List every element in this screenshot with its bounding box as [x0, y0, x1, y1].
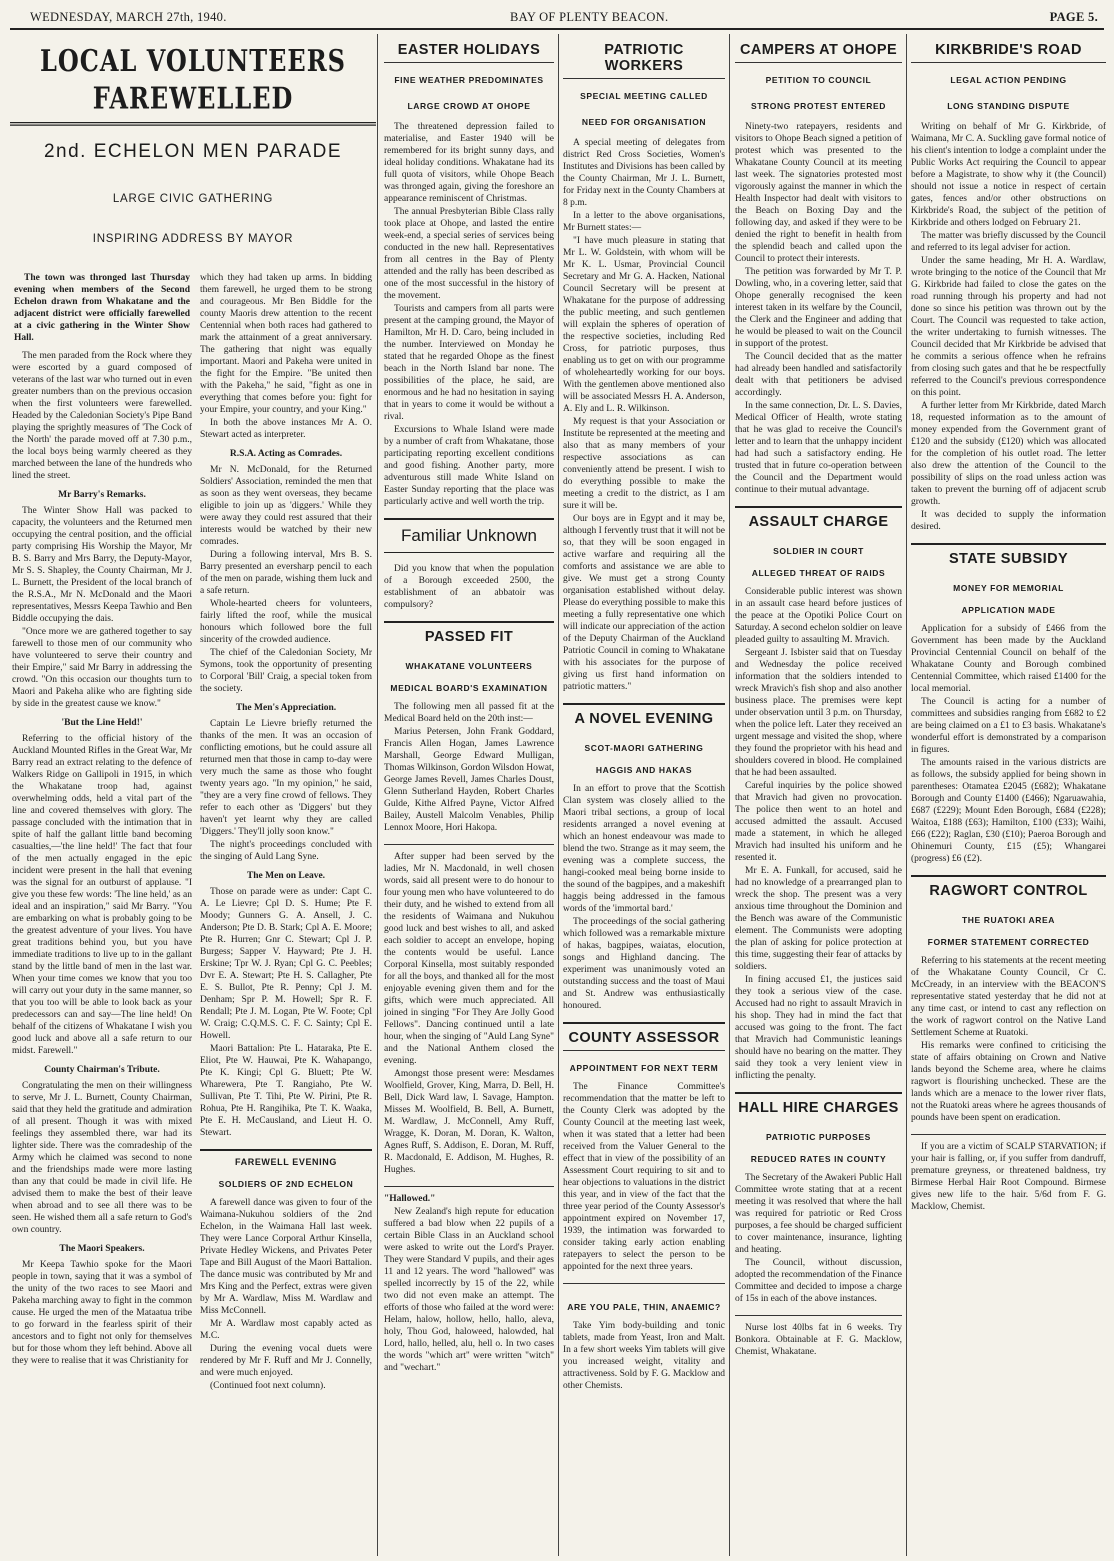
article-paragraph: Writing on behalf of Mr G. Kirkbride, of Waimana, Mr C. A. Suckling gave formal notice of his client's intention to lodge a complaint under the Public Works Act requiring the Council to appear before a Magistrate, to show why it (the Council) should not issue a notice in respect of certain gates, fences and/or other obstructions on Kirkbride's Road, the subject of the petition of Kirkbride and others lodged on February 21. — [911, 122, 1106, 228]
article-paragraph: Mr E. A. Funkall, for accused, said he had no knowledge of a prearranged plan to wreck the shop. The present was a very anxious time throughout the Dominion and the Bench was aware of the Communistic element. The Communists were adopting the plan of asking for police protection at this time, suggesting their fear of attacks by soldiers. — [735, 866, 902, 972]
ad-text: Nurse lost 40lbs fat in 6 weeks. Try Bonkora. Obtainable at F. G. Macklow, Chemist, Whakatane. — [735, 1323, 902, 1357]
article-subheadline: SOLDIERS OF 2ND ECHELON — [218, 1179, 354, 1189]
article-paragraph: The night's proceedings concluded with the singing of Auld Lang Syne. — [200, 840, 372, 862]
masthead-paper-name: BAY OF PLENTY BEACON. — [510, 10, 669, 24]
continued-article — [384, 844, 554, 1176]
article-subheadline: REDUCED RATES IN COUNTY — [750, 1154, 887, 1164]
article-paragraph: The Council is acting for a number of committees and subsidies ranging from £682 to £2 are being claimed on a £1 to £3 basis. Whakatane's wonderful effort is demonstrated by a comparison in figures. — [911, 697, 1106, 755]
article-paragraph: Those on parade were as under: Capt C. A. Le Lievre; Cpl D. S. Hume; Pte F. Moody; Gunners G. A. Ansell, J. C. Anderson; Pte D. B. Stark; Cpl A. E. Moore; Pte R. Hurren; Gnr C. Stewart; Cpl J. P. Burgess; Sapper V. Hayward; Pte J. H. Erskine; Tpr W. J. Ryan; Cpl G. C. Peebles; Dvr E. A. Stewart; Pte H. S. Callagher, Pte E. S. Bullot, Pte R. Penny; Cpl J. M. Denham; Spr P. M. Howell; Spr R. F. Rendall; Pte J. M. Logan, Pte W. Foote; Cpl W. Craig; C.Q.M.S. C. F. C. Sainty; Cpl E. Howell. — [200, 887, 372, 1041]
article-paragraph: Mr Keepa Tawhio spoke for the Maori people in town, saying that it was a symbol of the unity of the two races to see Maori and Pakeha marching away to fight in the common cause. He urged the men of the Mataatua tribe to go forward in the fearless spirit of their ancestors and to fight not only for themselves but for those whom they left behind. Above all they were to realise that it was Christianity for — [12, 1260, 192, 1366]
article-headline: PATRIOTIC WORKERS — [563, 42, 725, 79]
section-heading: R.S.A. Acting as Comrades. — [229, 449, 343, 459]
article-paragraph: Marius Petersen, John Frank Goddard, Francis Allen Hogan, James Lawrence Marshall, George Edward Mulligan, Thomas Wilkinson, Gordon Wilsdon Howat, George James Revell, James Charles Doust, Glenn Sutherland Hayden, Robert Charles Gulde, Kithe Alfred Payne, Victor Alfred Bailey, Austell Malcolm Venables, Philip Lennox Moore, Hori Hakopa. — [384, 727, 554, 833]
article-headline: CAMPERS AT OHOPE — [735, 42, 902, 63]
article-paragraph: Ninety-two ratepayers, residents and visitors to Ohope Beach signed a petition of protest which was presented to the Whakatane County Council at its meeting last week. The signatories protested most vigorously against the manner in which the Health Inspector had dealt with visitors to the Beach on Boxing Day and the following day, and asked if they were to be denied the right to benefit in health from the splendid beach and called upon the Council to protect their interests. — [735, 122, 902, 264]
article-paragraph: The following men all passed fit at the Medical Board held on the 20th inst:— — [384, 702, 554, 724]
lead-headline: LOCAL VOLUNTEERS FAREWELLED — [10, 42, 376, 126]
article-headline: EASTER HOLIDAYS — [384, 42, 554, 63]
article-paragraph: In a letter to the above organisations, Mr Burnett states:— — [563, 211, 725, 233]
article-headline: ASSAULT CHARGE — [735, 506, 902, 534]
article-paragraph: "I have much pleasure in stating that Mr L. W. Goldstein, with whom will be Mr K. L. Usmar, Provincial Council Secretary and Mr G. A. Hacken, National Council Secretary will be present at Whakatane for the purpose of addressing the public meeting, and such gentlemen will explain the spheres of operation of the respective societies, including Red Cross, for patriotic purposes, thus enabling us to get on with our programme of wholeheartedly working for our boys. With the gentlemen above mentioned also will be associated Messrs H. A. Anderson, A. Ely and L. R. Wilkinson. — [563, 236, 725, 414]
ad-text: Take Yim body-building and tonic tablets, made from Yeast, Iron and Malt. In a few short weeks Yim tablets will give you increased weight, vitality and attractiveness. Sold by F. G. Macklow and other Chemists. — [563, 1321, 725, 1391]
column-1 — [12, 272, 192, 1556]
section-heading: Mr Barry's Remarks. — [58, 490, 146, 500]
column-rule — [377, 34, 378, 1556]
article-paragraph: The Council, without discussion, adopted the recommendation of the Finance Committee and decided to impose a charge of 15s in each of the above instances. — [735, 1258, 902, 1304]
article-paragraph: which they had taken up arms. In bidding them farewell, he urged them to be strong and courageous. Mr Ben Biddle for the county Maoris drew attention to the recent Centennial when both races had gathered to mark the attainment of a great anniversary. The gathering that night was equally important. Maori and Pakeha were united in the fight for the Empire. "Be united then with the Pakeha," he said, "fight as one in everything that comes before you: fight for your Empire, your country, and your King." — [200, 273, 372, 415]
section-heading: County Chairman's Tribute. — [44, 1065, 160, 1075]
article-paragraph: A special meeting of delegates from district Red Cross Societies, Women's Institutes and Divisions has been called by the County Chairman, Mr J. L. Burnett, for Friday next in the County Chambers at 8 p.m. — [563, 138, 725, 208]
column-rule — [906, 34, 907, 1556]
advertisement — [563, 1283, 725, 1392]
masthead-date: WEDNESDAY, MARCH 27th, 1940. — [30, 10, 227, 24]
article-paragraph: During the evening vocal duets were rendered by Mr F. Ruff and Mr J. Connelly, and were much enjoyed. — [200, 1344, 372, 1378]
article-paragraph: Captain Le Lievre briefly returned the thanks of the men. It was an occasion of conflicting emotions, but he could assure all returned men that those in camp to-day were very much the same as those who fought twenty years ago. "In my opinion," he said, "they are a very fine crowd of fellows. They refer to each other as 'Diggers' but they haven't yet learnt why they are called 'Diggers.' They'll jolly soon know." — [200, 719, 372, 837]
article-subheadline: WHAKATANE VOLUNTEERS — [405, 661, 533, 671]
ad-text: If you are a victim of SCALP STARVATION; if your hair is falling, or, if you suffer from dandruff, premature greyness, or threatened baldness, try Birmese Herbal Hair Root Compound. Birmese gives new life to the hair. 5/6d from F. G. Macklow, Chemist. — [911, 1142, 1106, 1212]
article-paragraph: A further letter from Mr Kirkbride, dated March 18, requested information as to the amount of money expended from the Government grant of £120 and the subsidy (£120) which was allocated for the completion of his outlet road. The letter also drew the attention of the Council to the possibility of slips on the road unless action was taken to prevent the burning off of adjacent scrub growth. — [911, 401, 1106, 507]
advertisement — [911, 1134, 1106, 1213]
article-paragraph: The matter was briefly discussed by the Council and referred to its legal adviser for action. — [911, 231, 1106, 253]
column-rule — [729, 34, 730, 1556]
article-paragraph: Mr A. Wardlaw most capably acted as M.C. — [200, 1319, 372, 1341]
article-headline: FAREWELL EVENING — [200, 1149, 372, 1167]
advertisement — [735, 1315, 902, 1358]
masthead-page-number: PAGE 5. — [1049, 10, 1098, 24]
section-heading: The Maori Speakers. — [59, 1244, 145, 1254]
article-paragraph: "Once more we are gathered together to say farewell to those men of our community who have volunteered to serve their country and their Empire," said Mr Barry in addressing the crowd. "On this occasion our thoughts turn to Maori and Pakeha alike who are fighting side by side in the greatest cause we know." — [12, 627, 192, 709]
article-subheadline: APPOINTMENT FOR NEXT TERM — [569, 1063, 719, 1073]
article-paragraph: The men paraded from the Rock where they were escorted by a guard composed of veterans of the last war who turned out in even greater numbers than on the previous occasion when the first volunteers were farewelled. Headed by the Caledonian Society's Pipe Band playing the sprightly measures of 'The Cock of the North' the parade moved off at 7.30 p.m., the local boys being warmly cheered as they marched between the lane of the hundreds who lined the street. — [12, 351, 192, 481]
section-heading: The Men's Appreciation. — [235, 703, 337, 713]
article-subheadline: FINE WEATHER PREDOMINATES — [394, 75, 544, 85]
article-paragraph: In fining accused £1, the justices said they took a serious view of the case. Accused had no right to assault Mravich in his shop. They had in mind the fact that accused was going to the front. The fact that Mravich had Communistic leanings should have no bearing on the matter. They said they took a very lenient view in inflicting the penalty. — [735, 975, 902, 1081]
article-subheadline: PATRIOTIC PURPOSES — [766, 1132, 871, 1142]
column-2 — [200, 272, 372, 1556]
article-subheadline: LARGE CROWD AT OHOPE — [407, 101, 531, 111]
article-paragraph: Referring to the official history of the Auckland Mounted Rifles in the Great War, Mr Barry read an extract relating to the defence of Walkers Ridge on Gallipoli in 1915, in which the Whakatane troop had, against overwhelming odds, held a vital part of the line and covered themselves with glory. The passage concluded with the intimation that in spite of half the gallant little band becoming casualties,—'the line held!' The fact that four of the men actually engaged in the epic incident were present in the hall that evening was the signal for an outburst of applause. "I give you these few words: 'The line held,' as an ideal and an inspiration," said Mr Barry. "You are embarking on what is probably going to be the greatest adventure of your lives. You have great traditions behind you, but you have immediate traditions to live up to in the gallant stand by the little band of men in the last war. When your time comes we know that you too will carry out your duty in the same manner, so that you too will be able to look back as your predecessors can and say—The line held! On behalf of the citizens of Whakatane I wish you good luck and above all a safe return to our midst. Farewell." — [12, 734, 192, 1056]
column-rule — [558, 34, 559, 1556]
article-subheadline: APPLICATION MADE — [961, 605, 1056, 615]
article-paragraph: My request is that your Association or Institute be represented at the meeting and also that as many members of your respective associations as can conveniently attend be present. I wish to do everything possible to make the meeting a credit to the district, as I am sure it will be. — [563, 417, 725, 511]
lead-article-header — [10, 34, 376, 269]
article-paragraph: The proceedings of the social gathering which followed was a remarkable mixture of hakas, bagpipes, waiatas, elocution, songs and Highland dancing. The experiment was unanimously voted an outstanding success and the toast of Maui and St. Andrew was enthusiastically honoured. — [563, 917, 725, 1011]
ad-headline: ARE YOU PALE, THIN, ANAEMIC? — [567, 1302, 721, 1312]
article-paragraph: The threatened depression failed to materialise, and Easter 1940 will be remembered for its bright sunny days, and ideal holiday conditions. Whakatane had its full quota of visitors, while Ohope Beach was thronged again, giving the foreshore an appearance reminiscent of Christmas. — [384, 122, 554, 204]
article-subheadline: STRONG PROTEST ENTERED — [750, 101, 887, 111]
column-4 — [563, 34, 725, 1556]
section-heading: 'But the Line Held!' — [61, 718, 143, 728]
article-headline: HALL HIRE CHARGES — [735, 1092, 902, 1120]
article-paragraph: (Continued foot next column). — [210, 1381, 326, 1391]
article-paragraph: The Secretary of the Awakeri Public Hall Committee wrote stating that at a recent meeting it was resolved that where the hall was required for patriotic or Red Cross purposes, a fee should be charged sufficient to cover maintenance, insurance, lighting and heating. — [735, 1173, 902, 1255]
article-paragraph: Our boys are in Egypt and it may be, although I fervently trust that it will not be so, that they will be soon engaged in active warfare and requiring all the comforts and assistance we are able to give. We must get a strong County organisation established without delay. Please do everything possible to make this meeting a fully representative one which will indicate our appreciation of the action of the Deputy Chairman of the Auckland Patriotic Council in coming to Whakatane with his associates for the purpose of giving us first hand information on patriotic matters." — [563, 514, 725, 692]
masthead — [10, 4, 1104, 30]
article-paragraph: Tourists and campers from all parts were present at the camping ground, the Mayor of Hamilton, Mr H. D. Caro, being included in the number. Interviewed on Monday he stated that he regarded Ohope as the finest beach in the North Island bar none. The possibilities of the place, he said, are enormous and he had no hesitation in saying that in years to come it would be without a rival. — [384, 304, 554, 422]
article-headline: STATE SUBSIDY — [911, 543, 1106, 571]
article-paragraph: After supper had been served by the ladies, Mr N. Macdonald, in well chosen words, said all present were to do honour to four young men who have volunteered to do their duty, and he wished to extend from all the residents of Waimana and Nukuhou good luck and best wishes to all, and asked each soldier to accept an envelope, hoping the contents would be useful. Lance Corporal Kinsella, most suitably responded for all the boys, and thanked all for the most enjoyable evening given them and for the gifts, which were much appreciated. All joined in singing "For They Are Jolly Good Fellows". Dancing continued until a late hour, when the singing of "Auld Lang Syne" and the National Anthem closed the evening. — [384, 852, 554, 1066]
article-headline: COUNTY ASSESSOR — [563, 1022, 725, 1051]
article-paragraph: The Winter Show Hall was packed to capacity, the volunteers and the Returned men occupying the central position, and the official party comprising His Worship the Mayor, Mr B. S. Barry and Mrs Barry, the Deputy-Mayor, Mr S. S. Shapley, the County Chairman, Mr J. L. Burnett, the President of the local branch of the R.S.A., Mr N. McDonald and the Maori representatives, Messrs Keepa Tawhio and Ben Biddle occupying the dais. — [12, 506, 192, 624]
article-paragraph: It was decided to supply the information desired. — [911, 510, 1106, 532]
article-paragraph: Application for a subsidy of £466 from the Government has been made by the Auckland Provincial Centennial Council on behalf of the Whakatane County and Borough combined Centennial Committee, which raised £1400 for the local memorial. — [911, 624, 1106, 694]
article-paragraph: Careful inquiries by the police showed that Mravich had given no provocation. The police then went to an hotel and accused admitted the assault. Accused made a statement, in which he alleged Mravich had insulted his uniform and he resented it. — [735, 781, 902, 863]
article-paragraph: In both the above instances Mr A. O. Stewart acted as interpreter. — [200, 418, 372, 440]
article-headline: Familiar Unknown — [384, 518, 554, 553]
lead-subheadline: LARGE CIVIC GATHERING — [112, 193, 274, 205]
article-subheadline: FORMER STATEMENT CORRECTED — [927, 937, 1090, 947]
article-subheadline: ALLEGED THREAT OF RAIDS — [751, 568, 886, 578]
article-paragraph: His remarks were confined to criticising the state of affairs obtaining on Crown and Native lands beyond the Scheme area, where he claims ragwort is flourishing unchecked. These are the lands which are a menace to the lower river flats, not the Ruatoki areas where he agrees thousands of pounds have been spent on eradication. — [911, 1041, 1106, 1123]
column-3 — [384, 34, 554, 1556]
article-subheadline: LONG STANDING DISPUTE — [947, 101, 1070, 111]
article-paragraph: The Council decided that as the matter had already been handled and satisfactorily dealt with that petitioners be advised accordingly. — [735, 352, 902, 398]
article-paragraph: New Zealand's high repute for education suffered a bad blow when 22 pupils of a certain Bible Class in an Auckland school were asked to write out the Lord's Prayer. They were Standard V pupils, and their ages 11 and 12 years. The word "hallowed" was spelled incorrectly by 15 of the 22, while two did not even make an attempt. The efforts of those who failed at the word were: Helam, halow, hollow, hello, hallo, aleva, holy, Thou God, haloweed, halowded, hal Lord, hallo, helled, alu, hell o. In two cases the words "which art" were written "witch" and "wechart." — [384, 1207, 554, 1373]
article-paragraph: Whole-hearted cheers for volunteers, fairly lifted the roof, while the musical honours which followed bore the full sincerity of the crowded audience. — [200, 599, 372, 645]
article-paragraph: Under the same heading, Mr H. A. Wardlaw, wrote bringing to the notice of the Council that Mr G. Kirkbride had failed to close the gates on the road running through his property and had not done so since his petition was thrown out by the Court. The Council was requested to take action, the writer undertaking to furnish witnesses. The Council decided that Mr Kirkbride be advised that he commits a serious offence when he refrains from closing such gates and that he be respectfully referred to the Council's previous correspondence on this point. — [911, 256, 1106, 398]
article-subheadline: LEGAL ACTION PENDING — [950, 75, 1067, 85]
article-subheadline: MEDICAL BOARD'S EXAMINATION — [390, 683, 548, 693]
article-headline: PASSED FIT — [384, 621, 554, 649]
article-headline: RAGWORT CONTROL — [911, 875, 1106, 903]
article-headline: KIRKBRIDE'S ROAD — [911, 42, 1106, 63]
article-paragraph: Referring to his statements at the recent meeting of the Whakatane County Council, Cr C. McCready, in an interview with the BEACON'S representative stated yesterday that he did not at any time cast, or intend to cast any reflection on the work of ragwort control on the Native Land Settlement Scheme at Ruatoki. — [911, 956, 1106, 1038]
article-headline: A NOVEL EVENING — [563, 703, 725, 731]
column-6 — [911, 34, 1106, 1556]
article-paragraph: In an effort to prove that the Scottish Clan system was closely allied to the Maori tribal sections, a group of local residents arranged a novel evening at which an honest endeavour was made to blend the two. Strange as it may seem, the evening was a complete success, the hangi-cooked meal being borne inside to the sound of the bagpipes, and a makeshift haggis being addressed in the famous words of the 'immortal bard.' — [563, 784, 725, 914]
article-paragraph: During a following interval, Mrs B. S. Barry presented an eversharp pencil to each of the men on parade, wishing them luck and a safe return. — [200, 550, 372, 596]
article-paragraph: Considerable public interest was shown in an assault case heard before justices of the peace at the Opotiki Police Court on Saturday. A second echelon soldier on leave pleaded guilty to assaulting M. Mravich. — [735, 587, 902, 645]
article-paragraph: The annual Presbyterian Bible Class rally took place at Ohope, and lasted the entire week-end, a special series of services being conducted in the new hall. Representatives from all centres in the Bay of Plenty attended and the rally has been described as one of the most successful in the history of the movement. — [384, 207, 554, 301]
article-paragraph: The petition was forwarded by Mr T. P. Dowling, who, in a covering letter, said that Ohope generally recognised the keen interest taken in its welfare by the Council, the Clerk and the Engineer and adding that he would be pleased to wait on the Council in support of the protest. — [735, 267, 902, 349]
article-paragraph: Maori Battalion: Pte L. Hataraka, Pte E. Eliot, Pte W. Hauwai, Pte K. Wahapango, Pte K. Kingi; Cpl G. Bluett; Pte W. Wharewera, Pte T. Rangiaho, Pte W. Sullivan, Pte T. Tihi, Pte W. Pirini, Pte R. Rohua, Pte H. Rangihika, Pte T. K. Waaka, Pte E. H. McCausland, and Lieut H. O. Stewart. — [200, 1044, 372, 1138]
article-paragraph: The Finance Committee's recommendation that the matter be left to the County Clerk was adopted by the County Council at the meeting last week, when it was stated that a letter had been received from the Valuer General to the effect that in view of the possibility of an Assessment Court requiring to sit and to hear objections to valuations in the district this year, and in view of the fact that the three year period of the County Assessor's appointment expired on November 17, 1939, the intimation was forwarded to consider taking early action enabling ratepayers to select the person to be appointed for the next three years. — [563, 1082, 725, 1272]
article-paragraph: Excursions to Whale Island were made by a number of craft from Whakatane, those participating reporting excellent conditions and good fishing. Another party, more adventurous still made White Island on Easter Sunday reporting that the place was particularly active and well worth the trip. — [384, 425, 554, 507]
column-5 — [735, 34, 902, 1556]
lead-intro: The town was thronged last Thursday evening when members of the Second Echelon drawn from Whakatane and the adjacent district were officially farewelled at a civic gathering in the Winter Show Hall. — [14, 273, 190, 343]
article-paragraph: Congratulating the men on their willingness to serve, Mr J. L. Burnett, County Chairman, said that they held the gratitude and admiration of all present. Though it was with mixed feelings they assembled there, war had its lighter side. There was the comradeship of the Army which he claimed was second to none and the friendships made were more lasting than any that could be made in civil life. He advised them to make the best of their leave when abroad and to see all there was to be seen. He wished them all a safe return to God's own country. — [12, 1081, 192, 1235]
article-subheadline: PETITION TO COUNCIL — [765, 75, 872, 85]
article-subheadline: THE RUATOKI AREA — [961, 915, 1056, 925]
article-paragraph: Amongst those present were: Mesdames Woolfield, Grover, King, Marra, D. Bell, H. Bell, Dick Ward law, I. Savage, Hampton. Misses M. Woolfield, B. Bell, A. Burnett, M. Wardlaw, J. McConnell, Amy Ruff, Wragge, K. Doran, M. Doran, K. Walton, Agnes Ruff, S. Addison, E. Doran, M. Ruff, R. Macdonald, E. Addison, M. Hughes, R. Hughes. — [384, 1069, 554, 1175]
hallowed-article — [384, 1186, 554, 1374]
article-paragraph: Sergeant J. Isbister said that on Tuesday and Wednesday the police received information that the soldiers intended to wreck Mravich's fish shop and also another business place. The premises were kept under observation until 3 p.m. on Thursday, when the police left. Later they received an urgent message and visited the shop, where they found the proprietor with his head and shoulders covered in blood. He complained that he had been assaulted. — [735, 648, 902, 778]
article-paragraph: In the same connection, Dr. L. S. Davies, Medical Officer of Health, wrote stating that he was glad to receive the Council's letter and to learn that the unhappy incident had had such a satisfactory ending. He trusted that in future co-operation between the Council and the Department would continue to their mutual advantage. — [735, 401, 902, 495]
article-paragraph: The amounts raised in the various districts are as follows, the subsidy applied for being shown in parentheses: Otamatea £2045 (£682); Whakatane Borough and County £1400 (£466); Ngaruawahia, £687 (£229); Mount Eden Borough, £684 (£228); Waitoa, £188 (£63); Hamilton, £100 (£33); Waihi, £66 (£22); Raglan, £30 (£10); Paeroa Borough and Ohinemuri County, £15 (£5); Whangarei (progress) £6 (£2). — [911, 758, 1106, 864]
article-subheadline: SOLDIER IN COURT — [773, 546, 864, 556]
article-subheadline: MONEY FOR MEMORIAL — [953, 583, 1064, 593]
lead-subheadline: 2nd. ECHELON MEN PARADE — [43, 141, 343, 162]
article-paragraph: A farewell dance was given to four of the Waimana-Nukuhou soldiers of the 2nd Echelon, in the Waimana Hall last week. They were Lance Corporal Arthur Kinsella, Private Hedley Wickens, and Privates Peter Tape and Bill August of the Maori Battalion. The dance music was contributed by Mr and Mrs King and the Perfect, extras were given by Mr A. Wardlaw, Miss M. Wardlaw and Miss McConnell. — [200, 1198, 372, 1316]
section-heading: The Men on Leave. — [246, 871, 326, 881]
article-subheadline: SCOT-MAORI GATHERING — [584, 743, 704, 753]
article-headline: "Hallowed." — [384, 1194, 436, 1204]
article-subheadline: SPECIAL MEETING CALLED — [580, 91, 708, 101]
lead-subheadline: INSPIRING ADDRESS BY MAYOR — [92, 233, 294, 245]
article-paragraph: Mr N. McDonald, for the Returned Soldiers' Association, reminded the men that as soon as they went overseas, they became eligible to join up as 'diggers.' While they were away they could rest assured that their interests would be watched by their new comrades. — [200, 465, 372, 547]
article-subheadline: NEED FOR ORGANISATION — [581, 117, 707, 127]
article-paragraph: The chief of the Caledonian Society, Mr Symons, took the opportunity of presenting to Corporal 'Bill' Craig, a special token from the society. — [200, 648, 372, 694]
article-paragraph: Did you know that when the population of a Borough exceeded 2500, the establishment of an abbatoir was compulsory? — [384, 564, 554, 610]
article-subheadline: HAGGIS AND HAKAS — [595, 765, 693, 775]
